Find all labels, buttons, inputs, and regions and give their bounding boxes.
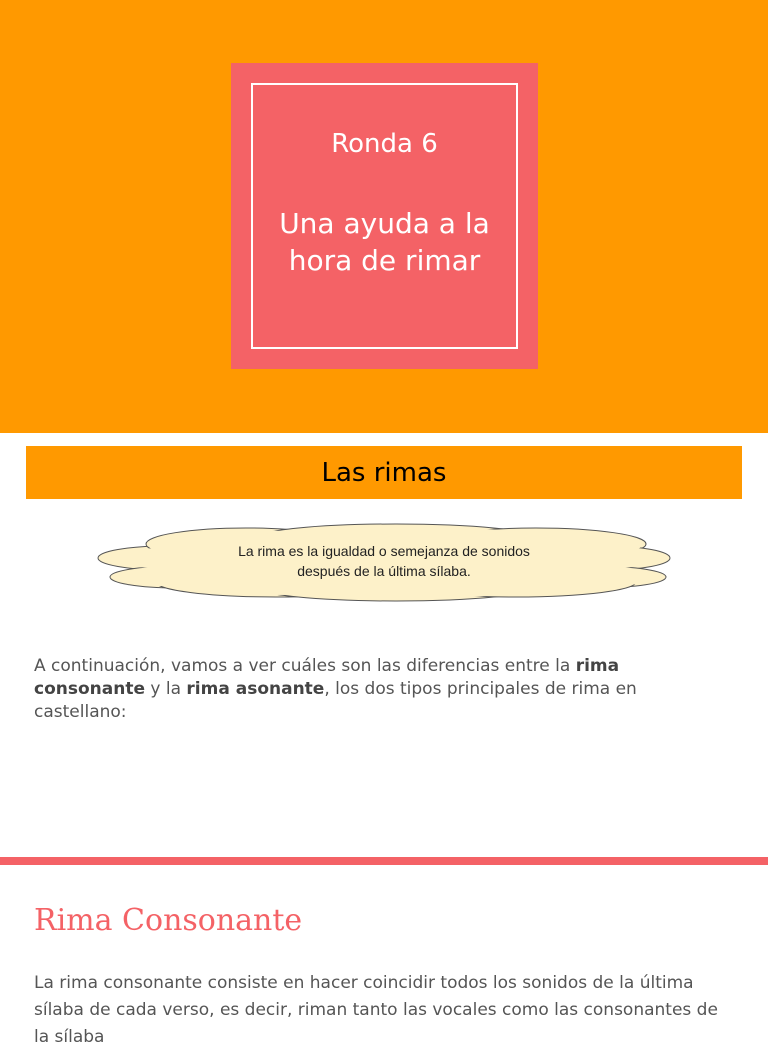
- title-box: [231, 63, 538, 369]
- section-divider: [0, 857, 768, 865]
- intro-text-3: , los dos tipos principales de rima en castellano:: [34, 679, 637, 722]
- cloud-text: [96, 541, 672, 581]
- intro-bold-consonante: rima consonante: [34, 656, 620, 699]
- title-line-2: hora de rimar: [288, 244, 481, 277]
- round-label: Ronda 6: [331, 129, 438, 159]
- intro-bold-asonante: rima asonante: [186, 679, 325, 699]
- intro-text-1: A continuación, vamos a ver cuáles son las diferencias entre la: [34, 656, 576, 676]
- title-frame: [251, 83, 518, 349]
- rimas-header: [26, 446, 742, 499]
- cloud-line-1: La rima es la igualdad o semejanza de sonidos: [238, 543, 530, 559]
- cloud-line-2: después de la última sílaba.: [297, 563, 471, 579]
- title-slide: [0, 0, 768, 433]
- rimas-header-text: Las rimas: [321, 457, 447, 488]
- rima-consonante-title: Rima Consonante: [34, 903, 303, 938]
- title-line-1: Una ayuda a la: [279, 207, 490, 240]
- slide-title: [253, 205, 516, 279]
- definition-cloud: [96, 522, 672, 602]
- rima-consonante-text: La rima consonante consiste en hacer coincidir todos los sonidos de la última sílaba de cada verso, es decir, riman tanto las vocales como las consonantes de la sílaba: [34, 973, 718, 1047]
- intro-text-2: y la: [145, 679, 187, 699]
- intro-paragraph: [34, 655, 734, 724]
